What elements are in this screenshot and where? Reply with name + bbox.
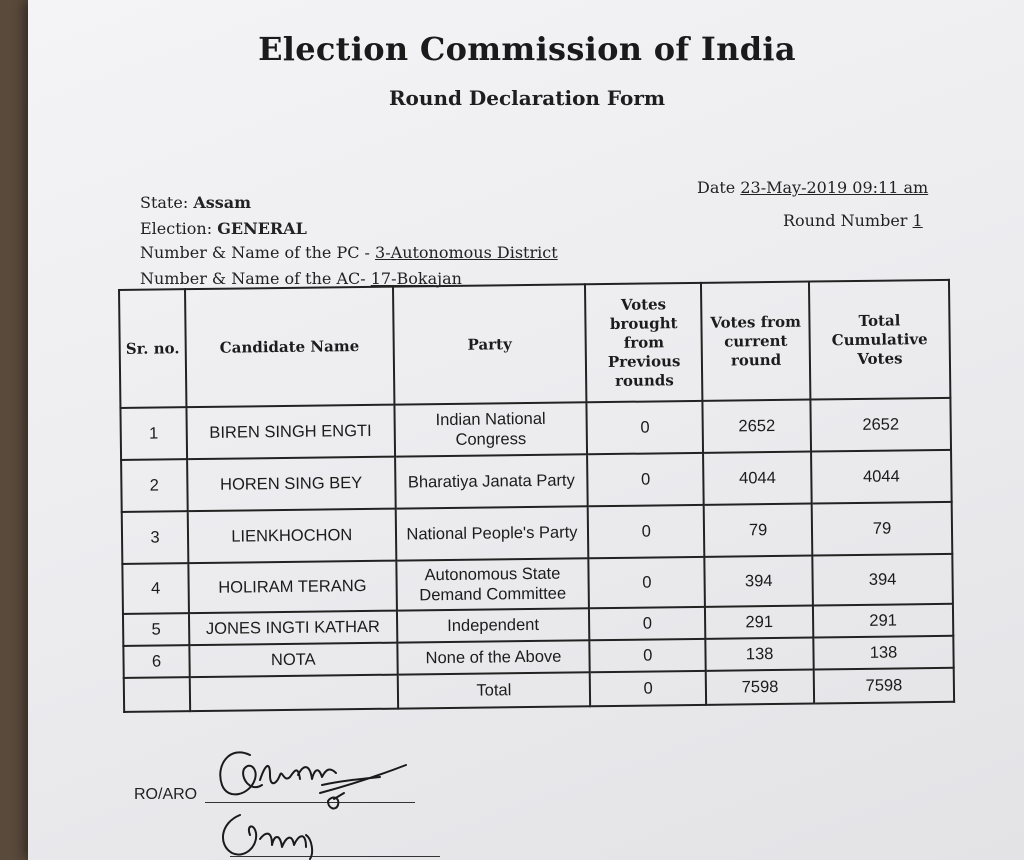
cell-party: National People's Party bbox=[395, 506, 588, 560]
cell-current-total: 7598 bbox=[706, 670, 814, 705]
header-sr: Sr. no. bbox=[119, 289, 186, 408]
cell-candidate: BIREN SINGH ENGTI bbox=[186, 405, 394, 460]
cell-sr: 6 bbox=[123, 645, 189, 678]
cell-current: 394 bbox=[705, 556, 813, 607]
cell-candidate: LIENKHOCHON bbox=[188, 509, 396, 564]
cell-prev: 0 bbox=[588, 505, 705, 558]
round-label: Round Number bbox=[783, 211, 908, 230]
cell-prev-total: 0 bbox=[590, 671, 706, 706]
header-current-votes: Votes from current round bbox=[701, 282, 810, 401]
round-value: 1 bbox=[912, 211, 923, 230]
date-value: 23-May-2019 09:11 am bbox=[740, 178, 929, 197]
cell-party: Indian National Congress bbox=[394, 402, 587, 456]
cell-current: 138 bbox=[706, 638, 814, 671]
header-previous-votes: Votes brought from Previous rounds bbox=[585, 283, 702, 402]
state-label: State: bbox=[140, 193, 189, 212]
cell-total: 138 bbox=[813, 636, 953, 670]
ac-label: Number & Name of the AC- bbox=[140, 269, 366, 288]
cell-party: None of the Above bbox=[397, 640, 590, 674]
cell-candidate: HOREN SING BEY bbox=[187, 457, 395, 512]
cell-current: 2652 bbox=[703, 400, 812, 453]
cell-party: Bharatiya Janata Party bbox=[395, 454, 588, 508]
cell-total: 4044 bbox=[811, 450, 952, 504]
cell-candidate: HOLIRAM TERANG bbox=[188, 561, 396, 614]
handwritten-signature bbox=[210, 735, 430, 860]
cell-sr: 4 bbox=[122, 563, 188, 614]
cell-candidate: NOTA bbox=[189, 643, 397, 678]
pc-label: Number & Name of the PC - bbox=[140, 243, 370, 262]
round-line bbox=[783, 211, 923, 230]
state-value: Assam bbox=[193, 193, 252, 212]
cell-sr: 3 bbox=[122, 511, 189, 564]
date-label: Date bbox=[697, 178, 736, 197]
header-candidate-name: Candidate Name bbox=[185, 287, 394, 408]
cell-candidate-empty bbox=[190, 675, 398, 712]
cell-total: 291 bbox=[813, 604, 953, 638]
cell-sr-empty bbox=[124, 677, 190, 712]
cell-party: Autonomous State Demand Committee bbox=[396, 558, 589, 610]
table-header-row bbox=[119, 280, 950, 408]
date-line bbox=[697, 178, 928, 197]
cell-sr: 1 bbox=[120, 407, 187, 460]
document-title: Election Commission of India bbox=[258, 30, 796, 68]
election-value: GENERAL bbox=[217, 219, 307, 238]
cell-party: Independent bbox=[397, 608, 590, 642]
results-table bbox=[118, 279, 955, 713]
pc-line bbox=[140, 243, 558, 262]
cell-grand-total: 7598 bbox=[814, 668, 954, 704]
cell-total: 79 bbox=[812, 502, 953, 556]
state-line bbox=[140, 193, 251, 212]
cell-sr: 2 bbox=[121, 459, 188, 512]
cell-total-label: Total bbox=[397, 672, 590, 708]
cell-candidate: JONES INGTI KATHAR bbox=[189, 611, 397, 646]
cell-total: 394 bbox=[812, 554, 953, 606]
ro-aro-label: RO/ARO bbox=[134, 786, 198, 803]
ac-value: 17-Bokajan bbox=[370, 269, 462, 288]
cell-prev: 0 bbox=[587, 401, 704, 454]
cell-prev: 0 bbox=[587, 453, 704, 506]
election-label: Election: bbox=[140, 219, 213, 238]
cell-current: 4044 bbox=[703, 452, 812, 505]
cell-prev: 0 bbox=[589, 557, 705, 608]
cell-current: 291 bbox=[705, 606, 813, 639]
cell-sr: 5 bbox=[123, 613, 189, 646]
cell-current: 79 bbox=[704, 504, 813, 557]
pc-value: 3-Autonomous District bbox=[375, 243, 558, 262]
cell-prev: 0 bbox=[590, 639, 706, 672]
form-title: Round Declaration Form bbox=[388, 86, 666, 110]
cell-prev: 0 bbox=[589, 607, 705, 640]
header-total-votes: Total Cumulative Votes bbox=[809, 280, 950, 400]
cell-total: 2652 bbox=[810, 398, 951, 452]
election-line bbox=[140, 219, 307, 238]
header-party: Party bbox=[393, 284, 587, 404]
